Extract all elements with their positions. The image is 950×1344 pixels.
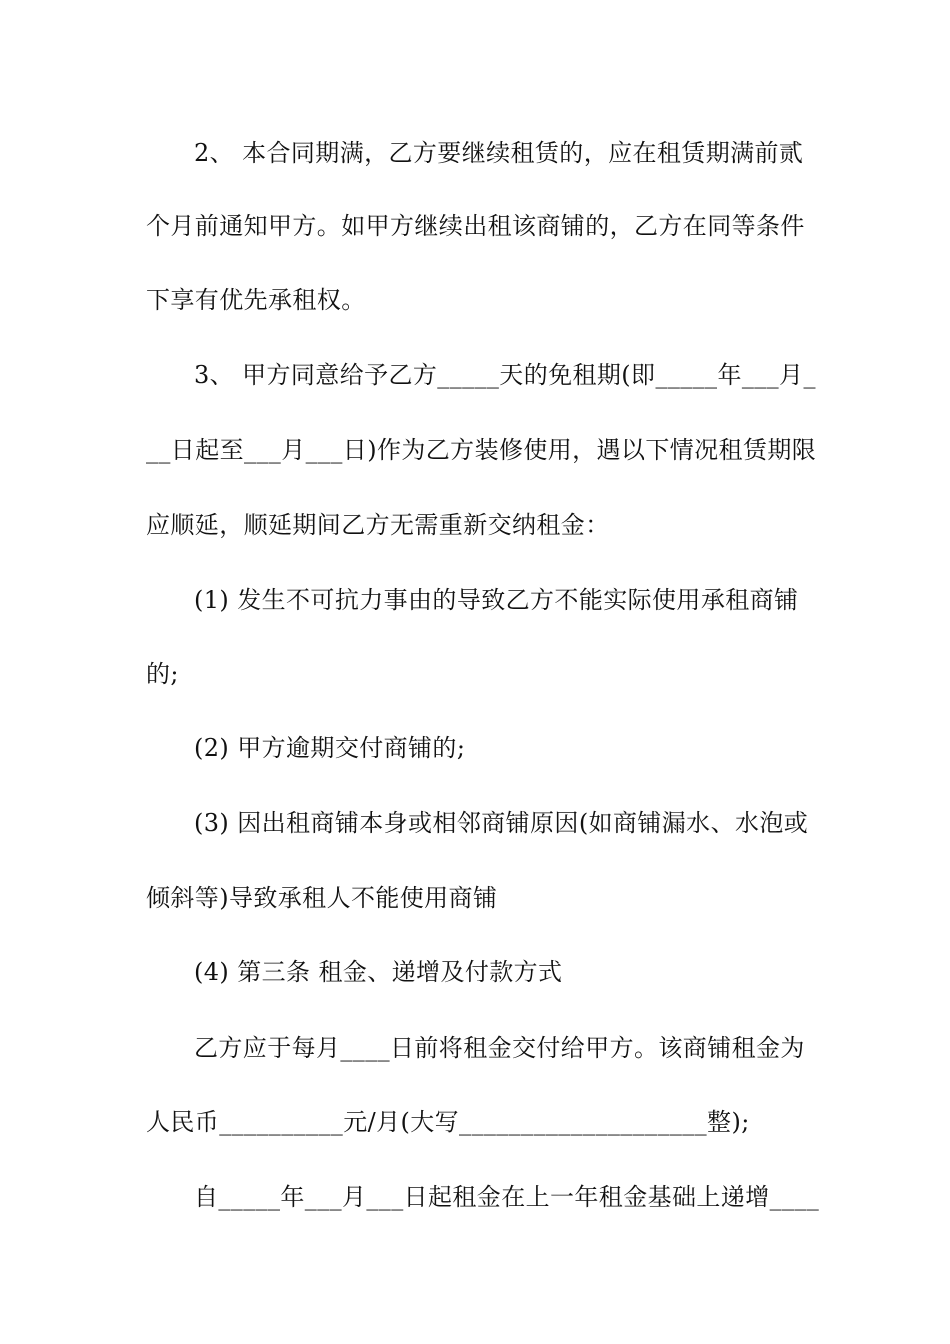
increase-line: 自_____年___月___日起租金在上一年租金基础上递增____	[194, 1183, 820, 1211]
rent-line-2: 人民币__________元/月(大写____________________整);	[146, 1108, 750, 1136]
rent-line-1: 乙方应于每月____日前将租金交付给甲方。该商铺租金为	[194, 1034, 805, 1062]
clause-2-line-3: 下享有优先承租权。	[146, 286, 366, 314]
clause-3-line-3: 应顺延，顺延期间乙方无需重新交纳租金：	[146, 511, 610, 539]
item-1-line-2: 的;	[146, 660, 179, 688]
item-4-heading: (4) 第三条 租金、递增及付款方式	[194, 958, 563, 986]
clause-3-line-1: 3、 甲方同意给予乙方_____天的免租期(即_____年___月_	[194, 361, 816, 389]
item-1-line-1: (1) 发生不可抗力事由的导致乙方不能实际使用承租商铺	[194, 586, 799, 614]
clause-2-line-2: 个月前通知甲方。如甲方继续出租该商铺的，乙方在同等条件	[146, 212, 805, 240]
item-2-line: (2) 甲方逾期交付商铺的;	[194, 734, 466, 762]
item-3-line-2: 倾斜等)导致承租人不能使用商铺	[146, 884, 498, 912]
item-3-line-1: (3) 因出租商铺本身或相邻商铺原因(如商铺漏水、水泡或	[194, 809, 809, 837]
clause-2-line-1: 2、 本合同期满，乙方要继续租赁的，应在租赁期满前贰	[194, 139, 804, 167]
clause-3-line-2: __日起至___月___日)作为乙方装修使用，遇以下情况租赁期限	[146, 436, 817, 464]
